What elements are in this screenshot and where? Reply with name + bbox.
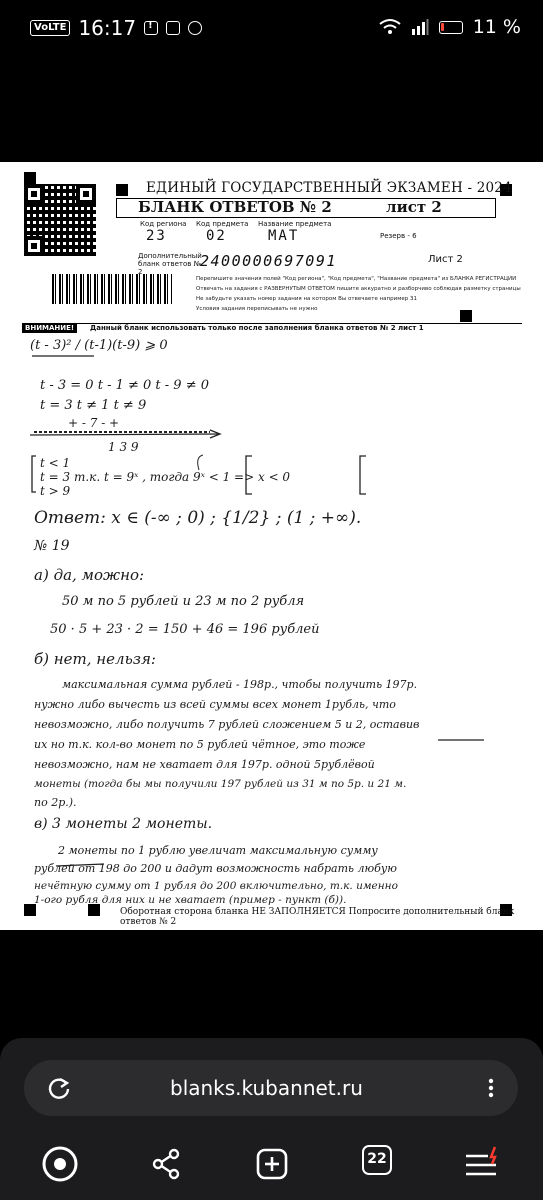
warning-text: Данный бланк использовать только после заполнения бланка ответов № 2 лист 1	[90, 324, 424, 332]
alice-assistant-icon[interactable]	[40, 1144, 80, 1184]
note-1: Перепишите значения полей "Код региона", "Код предмета", "Название предмета" из БЛАНКА РЕГИСТРАЦИИ	[196, 276, 517, 282]
hw-line-14: б) нет, нельзя:	[34, 650, 156, 668]
status-bar	[0, 0, 543, 56]
url-text[interactable]: blanks.kubannet.ru	[170, 1076, 363, 1100]
hw-line-19: невозможно, нам не хватает для 197р. одной 5рублёвой	[34, 758, 375, 771]
region-value: 23	[146, 228, 167, 244]
warning-label: ВНИМАНИЕ!	[22, 323, 77, 333]
url-field[interactable]	[24, 1060, 518, 1116]
note-2: Отвечать на задания с РАЗВЕРНУТЫМ ОТВЕТОМ пишите аккуратно и разборчиво соблюдая разметку страницы	[196, 286, 521, 292]
gallery-icon	[166, 21, 180, 35]
hw-line-24: рублей от 198 до 200 и дадут возможность набрать любую	[34, 862, 397, 875]
subject-code-label: Код предмета	[196, 220, 249, 228]
hw-line-4: + - 7 - +	[68, 416, 120, 430]
footer-note: Оборотная сторона бланка НЕ ЗАПОЛНЯЕТСЯ Попросите дополнительный бланк ответов № 2	[120, 907, 515, 927]
dop-label: Дополнительный бланк ответов № 2	[138, 252, 202, 276]
share-icon[interactable]	[146, 1144, 186, 1184]
qr-code	[24, 184, 96, 256]
handwritten-solution	[0, 332, 543, 906]
wifi-icon	[379, 18, 401, 36]
subject-name-value: МАТ	[268, 228, 300, 244]
notification-icon: !	[144, 21, 158, 35]
hw-line-15: максимальная сумма рублей - 198р., чтобы получить 197р.	[62, 678, 418, 691]
sheet-label: лист 2	[386, 198, 442, 216]
hw-line-11: а) да, можно:	[34, 566, 145, 584]
new-tab-icon[interactable]	[252, 1144, 292, 1184]
corner-marker	[460, 310, 472, 322]
more-options-icon[interactable]	[488, 1078, 494, 1098]
hw-line-18: их но т.к. кол-во монет по 5 рублей чётное, это тоже	[34, 738, 366, 751]
hw-line-9: Ответ: x ∈ (-∞ ; 0) ; {1/2} ; (1 ; +∞).	[34, 508, 362, 528]
mir-icon	[188, 21, 202, 35]
exam-title: ЕДИНЫЙ ГОСУДАРСТВЕННЫЙ ЭКЗАМЕН - 2024	[146, 180, 512, 196]
answer-sheet-image	[0, 162, 543, 930]
tabs-count-button[interactable]: 22	[362, 1145, 392, 1175]
status-right	[379, 16, 521, 38]
hw-line-25: нечётную сумму от 1 рубля до 200 включительно, т.к. именно	[34, 880, 398, 892]
battery-level: 11 %	[472, 16, 521, 38]
hw-line-10: № 19	[34, 538, 70, 554]
hw-line-7: t = 3 т.к. t = 9ˣ , тогда 9ˣ < 1 => x < 0	[40, 470, 291, 484]
subject-name-label: Название предмета	[258, 220, 332, 228]
hw-line-5: 1 3 9	[108, 440, 139, 454]
corner-marker	[116, 184, 128, 196]
reload-icon[interactable]	[46, 1075, 72, 1101]
reserve-label: Резерв - 6	[380, 232, 417, 240]
hw-line-16: нужно либо вычесть из всей суммы всех монет 1рубль, что	[34, 698, 396, 711]
subject-code-value: 02	[206, 228, 227, 244]
barcode	[52, 274, 172, 304]
hw-line-23: 2 монеты по 1 рублю увеличат максимальную сумму	[58, 844, 378, 857]
hw-line-26: 1-ого рубля для них и не хватает (пример - пункт (б)).	[34, 894, 347, 906]
blank-title: БЛАНК ОТВЕТОВ № 2	[138, 198, 332, 216]
volte-badge: VoLTE	[30, 20, 70, 36]
browser-navbar	[0, 1126, 543, 1200]
hw-line-20: монеты (тогда бы мы получили 197 рублей из 31 м по 5р. и 21 м.	[34, 778, 407, 790]
sheet-small-label: Лист 2	[428, 254, 463, 265]
hw-line-2: t - 3 = 0 t - 1 ≠ 0 t - 9 ≠ 0	[40, 378, 210, 393]
hw-line-22: в) 3 монеты 2 монеты.	[34, 816, 213, 832]
hw-line-13: 50 · 5 + 23 · 2 = 150 + 46 = 196 рублей	[50, 622, 320, 637]
hw-line-21: по 2р.).	[34, 796, 77, 809]
region-label: Код региона	[140, 220, 187, 228]
browser-address-bar	[0, 1038, 543, 1126]
dop-number: 2400000697091	[200, 252, 337, 270]
hw-line-12: 50 м по 5 рублей и 23 м по 2 рубля	[62, 594, 305, 609]
note-3: Не забудьте указать номер задания на котором Вы отвечаете например 31	[196, 296, 417, 302]
hw-line-6: t < 1	[40, 456, 71, 470]
hw-line-3: t = 3 t ≠ 1 t ≠ 9	[40, 398, 147, 413]
hw-line-17: невозможно, либо получить 7 рублей сложением 5 и 2, оставив	[34, 718, 420, 731]
hw-line-1: (t - 3)² / (t-1)(t-9) ⩾ 0	[30, 338, 168, 353]
corner-marker	[24, 172, 36, 184]
signal-icon	[411, 19, 429, 35]
hw-line-8: t > 9	[40, 484, 71, 498]
menu-icon[interactable]	[462, 1144, 502, 1184]
note-4: Условия задания переписывать не нужно	[196, 306, 318, 312]
battery-icon	[439, 21, 463, 34]
status-left	[30, 16, 202, 40]
clock: 16:17	[78, 16, 137, 40]
